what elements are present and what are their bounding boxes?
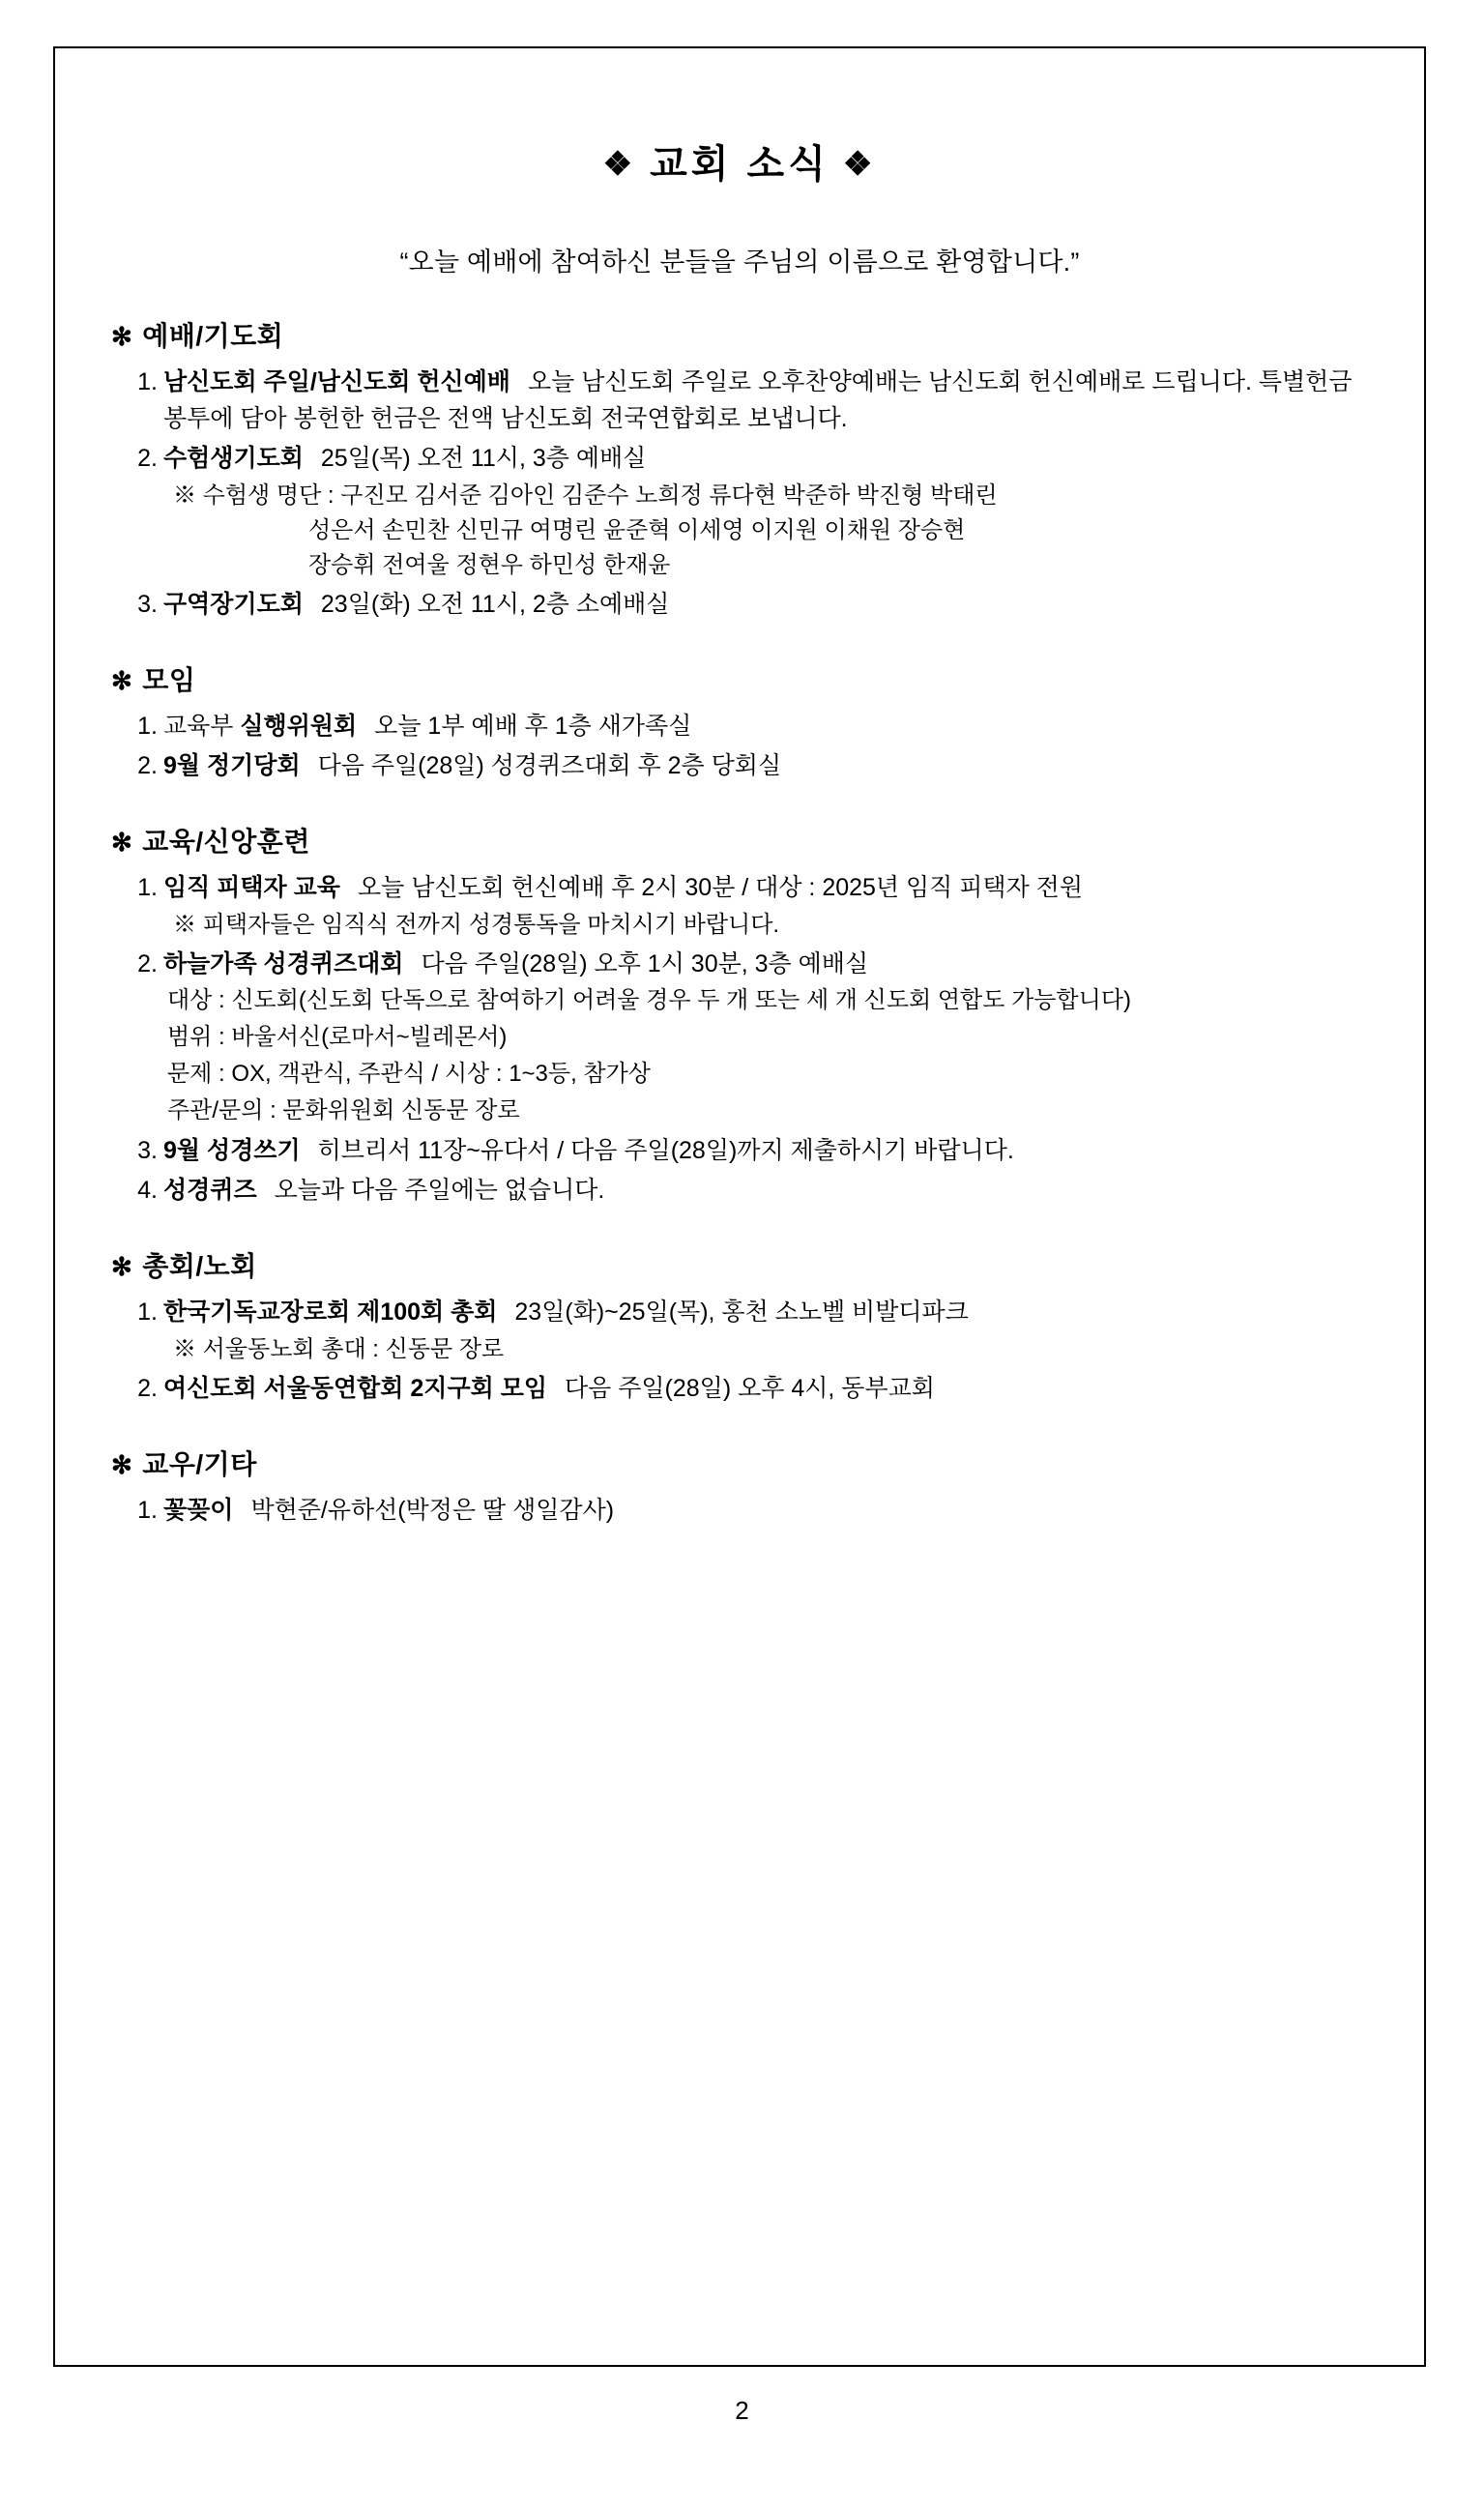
item-number: 1. xyxy=(137,713,158,740)
note-mark-icon: ※ xyxy=(173,912,196,938)
item-number: 1. xyxy=(137,1496,158,1524)
list-item xyxy=(111,946,1368,1129)
item-label: 9월 성경쓰기 xyxy=(163,1136,301,1164)
flower-bullet-icon: ✻ xyxy=(111,666,133,695)
item-number: 3. xyxy=(137,1136,158,1164)
item-text: 다음 주일(28일) 오후 4시, 동부교회 xyxy=(565,1374,935,1402)
item-label: 여신도회 서울동연합회 2지구회 모임 xyxy=(163,1374,547,1402)
flower-bullet-icon: ✻ xyxy=(111,322,133,351)
list-item xyxy=(111,1294,1368,1367)
item-number: 2. xyxy=(137,752,158,779)
item-text: 히브리서 11장~유다서 / 다음 주일(28일)까지 제출하시기 바랍니다. xyxy=(317,1136,1014,1164)
section-education-training xyxy=(111,821,1368,1209)
item-number: 2. xyxy=(137,445,158,472)
item-label: 하늘가족 성경퀴즈대회 xyxy=(163,950,404,977)
item-label: 구역장기도회 xyxy=(163,591,304,618)
section-heading xyxy=(111,659,1368,698)
section-item-list xyxy=(111,364,1368,623)
item-label: 남신도회 주일/남신도회 헌신예배 xyxy=(163,368,510,395)
item-number: 1. xyxy=(137,1298,158,1326)
item-text: 오늘 남신도회 헌신예배 후 2시 30분 / 대상 : 2025년 임직 피택자 전원 xyxy=(357,874,1083,901)
section-meetings xyxy=(111,659,1368,784)
item-text: 23일(화)~25일(목), 홍천 소노벨 비발디파크 xyxy=(514,1298,969,1326)
diamond-ornament-left: ❖ xyxy=(602,146,637,183)
item-number: 1. xyxy=(137,368,158,395)
item-detail: 대상 : 신도회(신도회 단독으로 참여하기 어려울 경우 두 개 또는 세 개 신도회 연합도 가능합니다) xyxy=(167,987,1131,1013)
item-text: 오늘과 다음 주일에는 없습니다. xyxy=(274,1176,605,1204)
list-item xyxy=(111,440,1368,583)
item-text: 박현준/유하선(박정은 딸 생일감사) xyxy=(250,1496,615,1524)
item-note xyxy=(163,479,1368,513)
section-heading xyxy=(111,1444,1368,1482)
section-heading-text: 모임 xyxy=(142,665,196,695)
section-assembly-presbytery xyxy=(111,1245,1368,1407)
item-note-text: 서울동노회 총대 : 신동문 장로 xyxy=(202,1335,505,1362)
item-detail: 문제 : OX, 객관식, 주관식 / 시상 : 1~3등, 참가상 xyxy=(167,1060,651,1087)
bulletin-page xyxy=(53,46,1426,2367)
list-item xyxy=(111,586,1368,623)
list-item xyxy=(111,869,1368,943)
flower-bullet-icon: ✻ xyxy=(111,1449,133,1479)
section-item-list xyxy=(111,708,1368,784)
list-item xyxy=(111,747,1368,784)
item-number: 2. xyxy=(137,1374,158,1402)
item-number: 3. xyxy=(137,591,158,618)
item-label: 9월 정기당회 xyxy=(163,752,301,779)
page-number: 2 xyxy=(735,2396,749,2425)
section-item-list xyxy=(111,1294,1368,1407)
item-label-prefix: 교육부 xyxy=(163,713,241,740)
list-item xyxy=(111,1492,1368,1529)
section-heading-text: 총회/노회 xyxy=(142,1250,257,1281)
item-note-continued: 장승휘 전여울 정현우 하민성 한재윤 xyxy=(308,552,671,578)
item-number: 4. xyxy=(137,1176,158,1204)
item-label: 임직 피택자 교육 xyxy=(163,874,340,901)
diamond-ornament-right: ❖ xyxy=(842,146,877,183)
item-note xyxy=(163,1332,1368,1367)
section-heading xyxy=(111,315,1368,354)
item-text: 23일(화) 오전 11시, 2층 소예배실 xyxy=(320,591,670,618)
item-label: 실행위원회 xyxy=(240,713,358,740)
list-item xyxy=(111,1172,1368,1209)
item-label: 성경퀴즈 xyxy=(163,1176,257,1204)
section-heading xyxy=(111,1245,1368,1284)
section-heading-text: 예배/기도회 xyxy=(142,321,284,351)
section-heading-text: 교육/신앙훈련 xyxy=(142,827,310,857)
item-text: 다음 주일(28일) 성경퀴즈대회 후 2층 당회실 xyxy=(317,752,782,779)
item-note-text: 피택자들은 임직식 전까지 성경통독을 마치시기 바랍니다. xyxy=(202,912,780,938)
list-item xyxy=(111,1370,1368,1407)
item-text: 오늘 1부 예배 후 1층 새가족실 xyxy=(374,713,692,740)
section-item-list xyxy=(111,869,1368,1209)
item-detail: 주관/문의 : 문화위원회 신동문 장로 xyxy=(167,1096,520,1123)
section-heading-text: 교우/기타 xyxy=(142,1448,257,1479)
flower-bullet-icon: ✻ xyxy=(111,828,133,857)
note-mark-icon: ※ xyxy=(173,1335,196,1362)
item-label: 한국기독교장로회 제100회 총회 xyxy=(163,1298,498,1326)
item-note xyxy=(163,908,1368,943)
item-detail: 범위 : 바울서신(로마서~빌레몬서) xyxy=(167,1023,508,1050)
section-heading xyxy=(111,821,1368,860)
item-number: 1. xyxy=(137,874,158,901)
section-worship-prayer xyxy=(111,315,1368,623)
item-text: 오늘 남신도회 주일로 오후찬양예배는 남신도회 헌신예배로 드립니다. 특별헌금봉투에 담아 봉헌한 헌금은 전액 남신도회 전국연합회로 보냅니다. xyxy=(163,368,1353,432)
item-text: 다음 주일(28일) 오후 1시 30분, 3층 예배실 xyxy=(421,950,869,977)
page-title-text: 교회 소식 xyxy=(650,143,829,186)
item-label: 꽃꽂이 xyxy=(163,1496,234,1524)
item-label: 수험생기도회 xyxy=(163,445,304,472)
list-item xyxy=(111,364,1368,437)
item-note-text: 수험생 명단 : 구진모 김서준 김아인 김준수 노희정 류다현 박준하 박진형 박태린 xyxy=(202,482,998,509)
note-mark-icon: ※ xyxy=(173,482,196,509)
section-item-list xyxy=(111,1492,1368,1529)
list-item xyxy=(111,1132,1368,1169)
section-members-other xyxy=(111,1444,1368,1529)
item-number: 2. xyxy=(137,950,158,977)
flower-bullet-icon: ✻ xyxy=(111,1251,133,1281)
page-title xyxy=(111,133,1368,189)
list-item xyxy=(111,708,1368,744)
item-text: 25일(목) 오전 11시, 3층 예배실 xyxy=(320,445,647,472)
item-note-continued: 성은서 손민찬 신민규 여명린 윤준혁 이세영 이지원 이채원 장승현 xyxy=(308,517,966,543)
welcome-message: “오늘 예배에 참여하신 분들을 주님의 이름으로 환영합니다.” xyxy=(399,248,1080,277)
